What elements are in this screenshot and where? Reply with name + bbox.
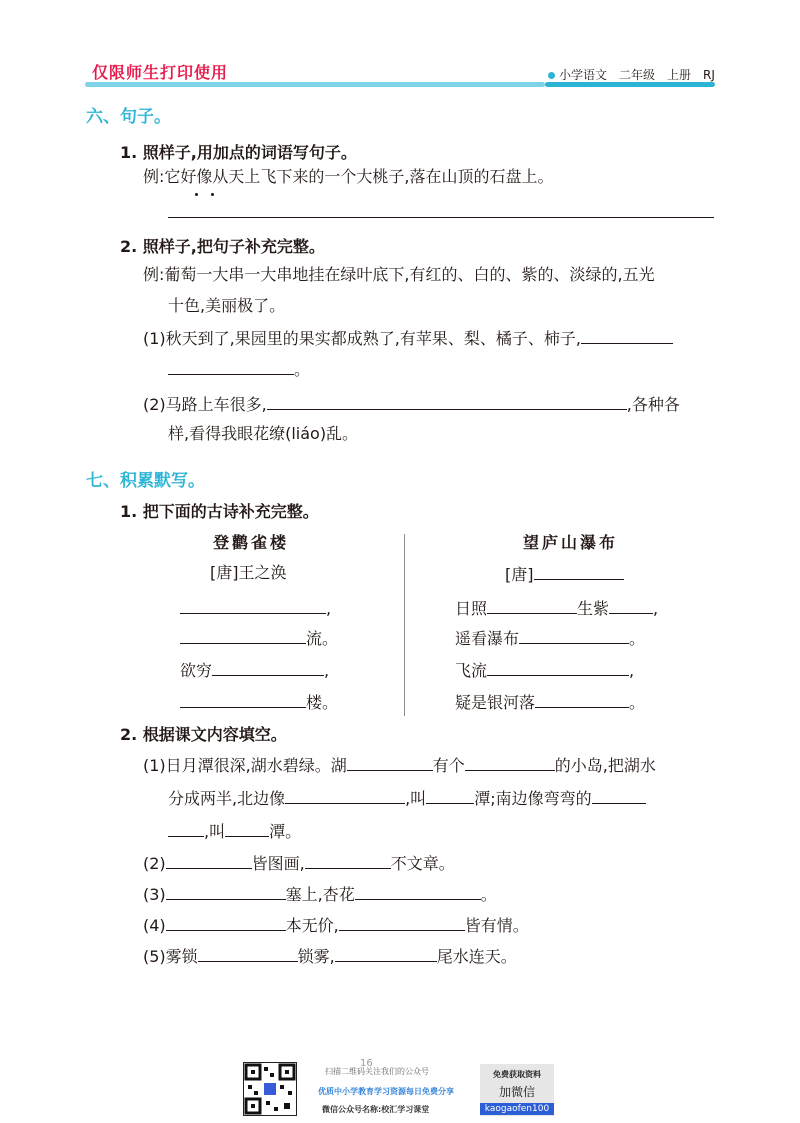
footer-wechat-name: 微信公众号名称:校汇学习课堂	[322, 1105, 430, 1114]
poem1-line3: 欲穷 ,	[180, 661, 330, 680]
poem1-title: 登鹳雀楼	[213, 533, 290, 552]
question-6-2-example-line2: 十色,美丽极了。	[168, 296, 286, 315]
blank[interactable]	[166, 914, 286, 931]
section-six-title: 六、句子。	[86, 107, 171, 127]
blank[interactable]	[339, 914, 465, 931]
blank[interactable]	[305, 852, 391, 869]
poem2-line1: 日照 生紫 ,	[455, 599, 659, 618]
question-6-1-example: 例:它好像从天上飞下来的一个大桃子,落在山顶的石盘上。	[143, 167, 554, 186]
blank[interactable]	[168, 820, 204, 837]
wechat-badge	[480, 1064, 554, 1116]
header-meta	[548, 66, 715, 83]
poem1-line2: 流。	[180, 627, 338, 649]
blank[interactable]	[180, 691, 306, 708]
header-subject: 小学语文	[548, 66, 607, 83]
question-7-2-item1-line1: (1)日月潭很深,湖水碧绿。湖 有个 的小岛,把湖水	[143, 756, 656, 775]
question-6-2-prompt: 2. 照样子,把句子补充完整。	[120, 237, 325, 256]
blank[interactable]	[267, 393, 627, 410]
question-6-1-prompt: 1. 照样子,用加点的词语写句子。	[120, 143, 357, 162]
question-7-2-item1-line2: 分成两半,北边像 ,叫 潭;南边像弯弯的	[168, 787, 646, 809]
question-6-2-item1-cont: 。	[168, 358, 310, 380]
question-7-2-item5: (5)雾锁 锁雾, 尾水连天。	[143, 947, 517, 966]
blank[interactable]	[355, 883, 481, 900]
blank[interactable]	[166, 883, 286, 900]
footer-share-text: 优质中小学教育学习资源每日免费分享	[318, 1087, 454, 1096]
question-7-2-item4: (4) 本无价, 皆有情。	[143, 916, 529, 935]
blank[interactable]	[534, 563, 624, 580]
emphasis-dot	[195, 193, 198, 196]
question-7-2-item3: (3) 塞上,杏花 。	[143, 885, 497, 904]
question-7-1-prompt: 1. 把下面的古诗补充完整。	[120, 502, 319, 521]
header-rule-left	[85, 82, 545, 87]
blank[interactable]	[465, 754, 555, 771]
badge-mid: 加微信	[498, 1085, 535, 1099]
header-grade: 二年级	[619, 68, 656, 82]
blank[interactable]	[335, 945, 437, 962]
header-title: 仅限师生打印使用	[92, 63, 229, 82]
blank[interactable]	[609, 597, 653, 614]
blank[interactable]	[198, 945, 298, 962]
badge-top: 免费获取资料	[493, 1070, 541, 1079]
poem2-title: 望庐山瀑布	[523, 533, 619, 552]
poem2-line3: 飞流 ,	[455, 661, 635, 680]
poem1-line1: ,	[180, 597, 331, 619]
blank[interactable]	[592, 787, 646, 804]
page-number: 16	[360, 1058, 373, 1069]
blank[interactable]	[168, 358, 294, 375]
blank[interactable]	[285, 787, 405, 804]
section-seven-title: 七、积累默写。	[86, 471, 205, 491]
question-6-2-item1: (1)秋天到了,果园里的果实都成熟了,有苹果、梨、橘子、柿子,	[143, 327, 673, 349]
blank[interactable]	[212, 659, 324, 676]
bullet-icon	[548, 72, 555, 79]
question-6-2-item2-cont: 样,看得我眼花缭(liáo)乱。	[168, 424, 359, 443]
header-edition: RJ	[703, 67, 715, 82]
qr-code-icon	[243, 1062, 297, 1116]
blank[interactable]	[535, 691, 629, 708]
blank[interactable]	[581, 327, 673, 344]
poem1-author: [唐]王之涣	[210, 563, 287, 582]
blank[interactable]	[487, 597, 577, 614]
blank[interactable]	[225, 820, 269, 837]
answer-line[interactable]	[168, 217, 714, 218]
question-7-2-prompt: 2. 根据课文内容填空。	[120, 725, 287, 744]
blank[interactable]	[180, 627, 306, 644]
poem2-author: [唐]	[505, 563, 624, 585]
blank[interactable]	[487, 659, 629, 676]
badge-id: kaogaofen100	[480, 1103, 554, 1115]
poem1-line4: 楼。	[180, 691, 338, 713]
blank[interactable]	[166, 852, 252, 869]
blank[interactable]	[426, 787, 474, 804]
blank[interactable]	[180, 597, 326, 614]
poem-divider	[404, 534, 405, 716]
poem2-line4: 疑是银河落 。	[455, 693, 646, 712]
question-7-2-item1-line3: ,叫 潭。	[168, 820, 301, 842]
question-6-2-item2: (2)马路上车很多, ,各种各	[143, 395, 680, 414]
emphasis-dot	[211, 193, 214, 196]
question-7-2-item2: (2) 皆图画, 不文章。	[143, 854, 455, 873]
blank[interactable]	[347, 754, 433, 771]
blank[interactable]	[519, 627, 629, 644]
footer-scan-text: 扫描二维码关注我们的公众号	[325, 1067, 429, 1076]
poem2-line2: 遥看瀑布 。	[455, 629, 646, 648]
header-term: 上册	[667, 68, 692, 82]
question-6-2-example-line1: 例:葡萄一大串一大串地挂在绿叶底下,有红的、白的、紫的、淡绿的,五光	[143, 265, 655, 284]
